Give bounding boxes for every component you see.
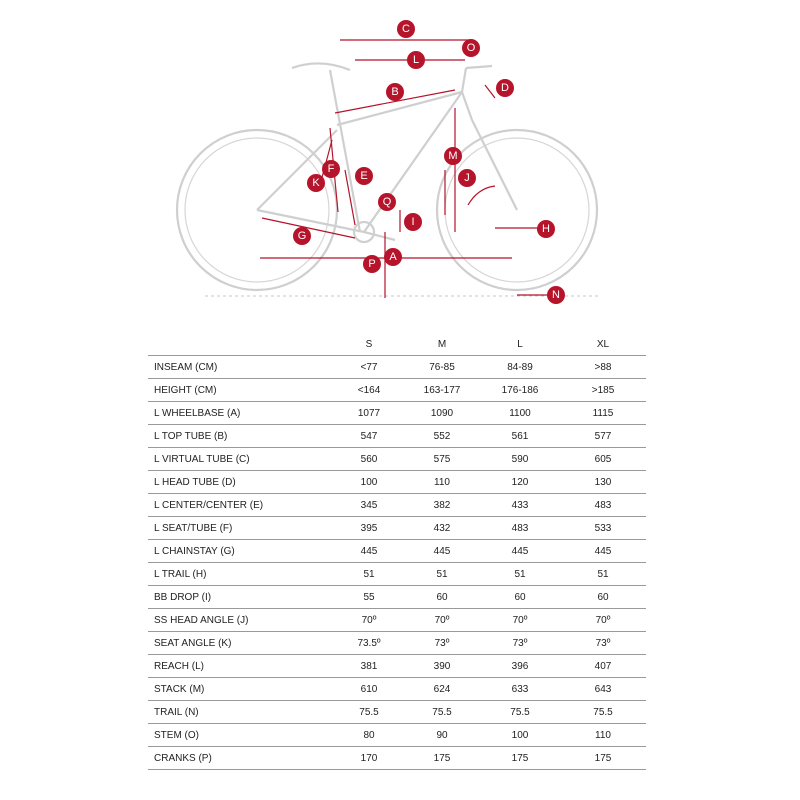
table-cell: 1115 [560, 402, 646, 425]
badge-f [322, 160, 340, 178]
row-label: L WHEELBASE (A) [148, 402, 334, 425]
badge-a [384, 248, 402, 266]
table-row [148, 471, 646, 494]
table-cell: 590 [480, 448, 560, 471]
table-cell: 80 [334, 724, 404, 747]
badge-label: G [297, 230, 307, 242]
badge-o [462, 39, 480, 57]
table-cell: >185 [560, 379, 646, 402]
badge-c [397, 20, 415, 38]
table-row [148, 632, 646, 655]
table-cell: 643 [560, 678, 646, 701]
table-row [148, 517, 646, 540]
row-label: CRANKS (P) [148, 747, 334, 770]
row-label: INSEAM (CM) [148, 356, 334, 379]
row-label: L VIRTUAL TUBE (C) [148, 448, 334, 471]
badge-p [363, 255, 381, 273]
row-label: L SEAT/TUBE (F) [148, 517, 334, 540]
table-row [148, 425, 646, 448]
badge-h [537, 220, 555, 238]
table-row [148, 448, 646, 471]
table-cell: 73º [480, 632, 560, 655]
table-cell: 395 [334, 517, 404, 540]
table-cell: 610 [334, 678, 404, 701]
table-row [148, 724, 646, 747]
row-label: L TOP TUBE (B) [148, 425, 334, 448]
geometry-spec-table [148, 333, 646, 770]
table-row [148, 678, 646, 701]
row-label: L HEAD TUBE (D) [148, 471, 334, 494]
table-cell: 1077 [334, 402, 404, 425]
row-label: L CENTER/CENTER (E) [148, 494, 334, 517]
row-label: REACH (L) [148, 655, 334, 678]
size-header-row [148, 333, 646, 356]
dimension-lines [260, 40, 548, 298]
row-label: BB DROP (I) [148, 586, 334, 609]
table-cell: 577 [560, 425, 646, 448]
table-row [148, 701, 646, 724]
badge-label: A [389, 251, 397, 263]
table-row [148, 379, 646, 402]
row-label: L TRAIL (H) [148, 563, 334, 586]
table-cell: 483 [560, 494, 646, 517]
table-row [148, 402, 646, 425]
table-row [148, 747, 646, 770]
table-row [148, 356, 646, 379]
badge-label: L [412, 54, 420, 66]
table-cell: 90 [404, 724, 480, 747]
badge-q [378, 193, 396, 211]
table-cell: 407 [560, 655, 646, 678]
badge-l [407, 51, 425, 69]
badge-label: Q [382, 196, 392, 208]
badge-d [496, 79, 514, 97]
header-spacer [148, 333, 334, 356]
badge-n [547, 286, 565, 304]
table-cell: 100 [480, 724, 560, 747]
badge-i [404, 213, 422, 231]
table-cell: >88 [560, 356, 646, 379]
table-cell: 75.5 [334, 701, 404, 724]
table-cell: 51 [404, 563, 480, 586]
table-cell: 175 [560, 747, 646, 770]
table-cell: 120 [480, 471, 560, 494]
row-label: L CHAINSTAY (G) [148, 540, 334, 563]
spec-table-body [148, 356, 646, 770]
badge-label: H [542, 223, 550, 235]
table-cell: 552 [404, 425, 480, 448]
table-cell: 70º [560, 609, 646, 632]
badge-label: P [368, 258, 376, 270]
table-cell: 51 [334, 563, 404, 586]
table-row [148, 563, 646, 586]
table-row [148, 609, 646, 632]
table-row [148, 586, 646, 609]
table-cell: 533 [560, 517, 646, 540]
table-cell: 75.5 [404, 701, 480, 724]
table-cell: 445 [560, 540, 646, 563]
table-cell: 381 [334, 655, 404, 678]
table-cell: 175 [404, 747, 480, 770]
table-row [148, 494, 646, 517]
table-cell: 560 [334, 448, 404, 471]
table-cell: 633 [480, 678, 560, 701]
table-cell: 73.5º [334, 632, 404, 655]
badge-label: F [327, 163, 335, 175]
table-cell: 561 [480, 425, 560, 448]
table-cell: 60 [480, 586, 560, 609]
table-cell: 70º [404, 609, 480, 632]
table-cell: 51 [560, 563, 646, 586]
table-cell: 390 [404, 655, 480, 678]
table-cell: 1100 [480, 402, 560, 425]
table-cell: 130 [560, 471, 646, 494]
badge-e [355, 167, 373, 185]
table-cell: 1090 [404, 402, 480, 425]
table-cell: 575 [404, 448, 480, 471]
badge-b [386, 83, 404, 101]
badge-label: C [402, 23, 410, 35]
table-cell: 483 [480, 517, 560, 540]
badge-label: O [466, 42, 476, 54]
badge-k [307, 174, 325, 192]
table-cell: <77 [334, 356, 404, 379]
badge-label: I [411, 216, 415, 228]
table-row [148, 655, 646, 678]
badge-j [458, 169, 476, 187]
table-cell: 110 [560, 724, 646, 747]
table-cell: 382 [404, 494, 480, 517]
table-cell: 163-177 [404, 379, 480, 402]
table-cell: 70º [480, 609, 560, 632]
badge-g [293, 227, 311, 245]
table-cell: 84-89 [480, 356, 560, 379]
row-label: STEM (O) [148, 724, 334, 747]
table-cell: 100 [334, 471, 404, 494]
badge-label: J [464, 172, 470, 184]
table-cell: 55 [334, 586, 404, 609]
table-cell: 433 [480, 494, 560, 517]
table-cell: 75.5 [480, 701, 560, 724]
badge-label: D [501, 82, 509, 94]
table-cell: 445 [480, 540, 560, 563]
table-cell: 605 [560, 448, 646, 471]
size-header: XL [596, 338, 610, 350]
badge-m [444, 147, 462, 165]
table-cell: 624 [404, 678, 480, 701]
table-cell: 60 [560, 586, 646, 609]
table-cell: 60 [404, 586, 480, 609]
table-cell: 345 [334, 494, 404, 517]
table-cell: 547 [334, 425, 404, 448]
badge-label: K [312, 177, 320, 189]
badge-label: B [391, 86, 399, 98]
table-cell: <164 [334, 379, 404, 402]
table-cell: 432 [404, 517, 480, 540]
table-row [148, 540, 646, 563]
table-cell: 445 [334, 540, 404, 563]
badge-label: M [448, 150, 458, 162]
row-label: SEAT ANGLE (K) [148, 632, 334, 655]
table-cell: 76-85 [404, 356, 480, 379]
badge-label: E [360, 170, 368, 182]
badge-label: N [552, 289, 560, 301]
row-label: STACK (M) [148, 678, 334, 701]
row-label: HEIGHT (CM) [148, 379, 334, 402]
table-cell: 73º [560, 632, 646, 655]
table-cell: 73º [404, 632, 480, 655]
table-cell: 445 [404, 540, 480, 563]
table-cell: 170 [334, 747, 404, 770]
table-cell: 176-186 [480, 379, 560, 402]
size-header: M [437, 338, 447, 350]
table-cell: 75.5 [560, 701, 646, 724]
table-cell: 110 [404, 471, 480, 494]
table-cell: 175 [480, 747, 560, 770]
size-header: S [365, 338, 373, 350]
row-label: SS HEAD ANGLE (J) [148, 609, 334, 632]
table-cell: 396 [480, 655, 560, 678]
table-cell: 70º [334, 609, 404, 632]
row-label: TRAIL (N) [148, 701, 334, 724]
table-cell: 51 [480, 563, 560, 586]
size-header: L [517, 338, 523, 350]
bike-geometry-diagram [0, 0, 800, 310]
